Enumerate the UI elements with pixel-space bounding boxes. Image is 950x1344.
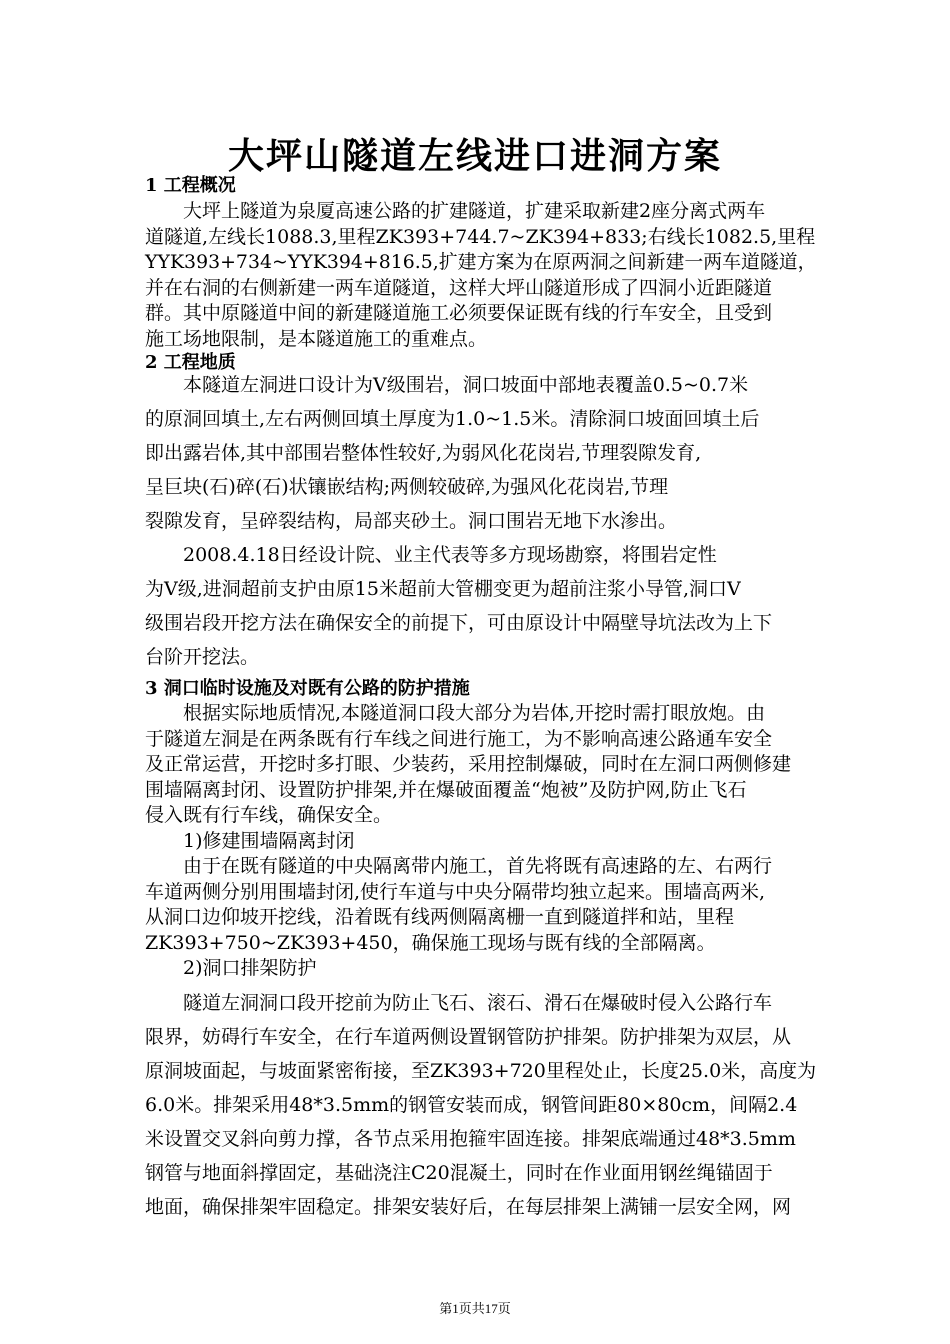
paragraph-line: 大坪上隧道为泉厦高速公路的扩建隧道，扩建采取新建2座分离式两车 (145, 200, 766, 222)
paragraph-line: 从洞口边仰坡开挖线，沿着既有线两侧隔离栅一直到隧道拌和站，里程 (145, 906, 735, 928)
paragraph-line: ZK393+750~ZK393+450，确保施工现场与既有线的全部隔离。 (145, 932, 716, 954)
paragraph-line: 呈巨块(石)碎(石)状镶嵌结构;两侧较破碎,为强风化花岗岩,节理 (145, 476, 669, 498)
paragraph-line: 根据实际地质情况,本隧道洞口段大部分为岩体,开挖时需打眼放炮。由 (145, 702, 766, 724)
page-number-footer: 第1页共17页 (439, 1301, 511, 1316)
paragraph-line: YYK393+734~YYK394+816.5,扩建方案为在原两洞之间新建一两车道隧道， (145, 251, 817, 273)
section-heading-2: 2 工程地质 (145, 352, 236, 373)
paragraph-line: 侵入既有行车线，确保安全。 (145, 804, 393, 826)
paragraph-line: 及正常运营，开挖时多打眼、少装药，采用控制爆破，同时在左洞口两侧修建 (145, 753, 792, 775)
paragraph-line: 并在右洞的右侧新建一两车道隧道，这样大坪山隧道形成了四洞小近距隧道 (145, 277, 773, 299)
paragraph-line: 道隧道,左线长1088.3,里程ZK393+744.7~ZK394+833;右线长1082.5,里程 (145, 226, 816, 248)
paragraph-line: 由于在既有隧道的中央隔离带内施工，首先将既有高速路的左、右两行 (145, 855, 773, 877)
paragraph-line: 本隧道左洞进口设计为Ⅴ级围岩，洞口坡面中部地表覆盖0.5~0.7米 (145, 374, 749, 396)
paragraph-line: 2008.4.18日经设计院、业主代表等多方现场勘察，将围岩定性 (145, 544, 717, 566)
paragraph-line: 限界，妨碍行车安全，在行车道两侧设置钢管防护排架。防护排架为双层，从 (145, 1026, 792, 1048)
paragraph-line: 为Ⅴ级,进洞超前支护由原15米超前大管棚变更为超前注浆小导管,洞口Ⅴ (145, 578, 741, 600)
paragraph-line: 车道两侧分别用围墙封闭,使行车道与中央分隔带均独立起来。围墙高两米, (145, 881, 766, 903)
subsection-heading-1: 1)修建围墙隔离封闭 (145, 830, 355, 852)
paragraph-line: 群。其中原隧道中间的新建隧道施工必须要保证既有线的行车安全，且受到 (145, 302, 773, 324)
paragraph-line: 级围岩段开挖方法在确保安全的前提下，可由原设计中隔壁导坑法改为上下 (145, 612, 773, 634)
section-heading-3: 3 洞口临时设施及对既有公路的防护措施 (145, 678, 470, 699)
paragraph-line: 于隧道左洞是在两条既有行车线之间进行施工，为不影响高速公路通车安全 (145, 728, 773, 750)
paragraph-line: 米设置交叉斜向剪力撑，各节点采用抱箍牢固连接。排架底端通过48*3.5mm (145, 1128, 796, 1150)
paragraph-line: 施工场地限制，是本隧道施工的重难点。 (145, 328, 488, 350)
paragraph-line: 地面，确保排架牢固稳定。排架安装好后，在每层排架上满铺一层安全网，网 (145, 1196, 792, 1218)
paragraph-line: 钢管与地面斜撑固定，基础浇注C20混凝土，同时在作业面用钢丝绳锚固于 (145, 1162, 773, 1184)
paragraph-line: 即出露岩体,其中部围岩整体性较好,为弱风化花岗岩,节理裂隙发育, (145, 442, 702, 464)
paragraph-line: 隧道左洞洞口段开挖前为防止飞石、滚石、滑石在爆破时侵入公路行车 (145, 992, 773, 1014)
subsection-heading-2: 2)洞口排架防护 (145, 957, 317, 979)
paragraph-line: 6.0米。排架采用48*3.5mm的钢管安装而成，钢管间距80×80cm，间隔2.4 (145, 1094, 798, 1116)
paragraph-line: 的原洞回填土,左右两侧回填土厚度为1.0~1.5米。清除洞口坡面回填土后 (145, 408, 760, 430)
paragraph-line: 台阶开挖法。 (145, 646, 260, 668)
paragraph-line: 裂隙发育，呈碎裂结构，局部夹砂土。洞口围岩无地下水渗出。 (145, 510, 678, 532)
paragraph-line: 围墙隔离封闭、设置防护排架,并在爆破面覆盖“炮被”及防护网,防止飞石 (145, 779, 747, 801)
section-heading-1: 1 工程概况 (145, 175, 236, 196)
paragraph-line: 原洞坡面起，与坡面紧密衔接，至ZK393+720里程处止，长度25.0米，高度为 (145, 1060, 817, 1082)
document-title: 大坪山隧道左线进口进洞方案 (227, 135, 722, 177)
